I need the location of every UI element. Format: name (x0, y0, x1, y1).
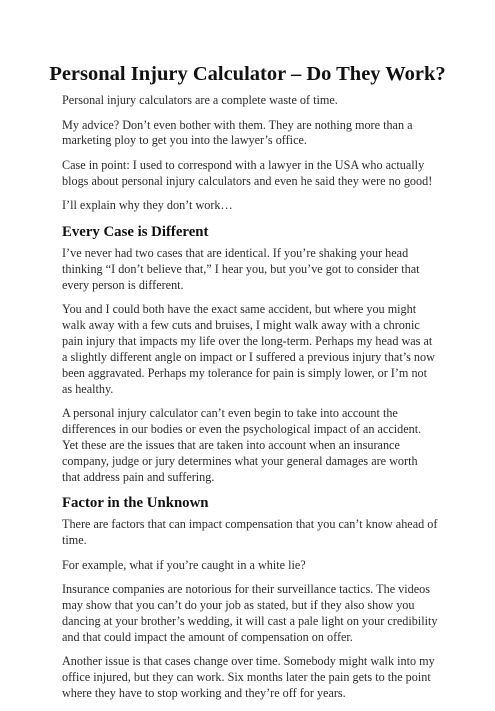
section-heading-factor-unknown: Factor in the Unknown (62, 495, 209, 512)
article-body (62, 93, 438, 711)
section-2-paragraph-4: Another issue is that cases change over time. Somebody might walk into my office injured, but they can work. Six months later the pain gets to the point where they have to stop working and they’re off for years. (62, 654, 435, 701)
intro-paragraph-2: My advice? Don’t even bother with them. They are nothing more than a marketing ploy to get you into the lawyer’s office. (62, 117, 413, 148)
section-2-paragraph-1: There are factors that can impact compensation that you can’t know ahead of time. (62, 517, 438, 548)
section-2-paragraph-2: For example, what if you’re caught in a white lie? (62, 557, 306, 572)
section-1-paragraph-1: I’ve never had two cases that are identical. If you’re shaking your head thinking “I don’t believe that,” I hear you, but you’ve got to consider that every person is different. (62, 245, 420, 292)
section-1-paragraph-2: You and I could both have the exact same accident, but where you might walk away with a few cuts and bruises, I might walk away with a chronic pain injury that impacts my life over the long-term. Perhaps my head was at a slightly different angle on impact or I suffered a previous injury that’s now been aggravated. Perhaps my tolerance for pain is simply lower, or I’m not as healthy. (62, 302, 435, 396)
page-title: Personal Injury Calculator – Do They Work? (49, 63, 446, 85)
intro-paragraph-3: Case in point: I used to correspond with a lawyer in the USA who actually blogs about personal injury calculators and even he said they were no good! (62, 157, 433, 188)
section-2-paragraph-3: Insurance companies are notorious for their surveillance tactics. The videos may show that you can’t do your job as stated, but if they also show you dancing at your brother’s wedding, it will cast a pale light on your credibility and that could impact the amount of compensation on offer. (62, 582, 438, 644)
section-1-paragraph-3: A personal injury calculator can’t even begin to take into account the differences in our bodies or even the psychological impact of an accident. Yet these are the issues that are taken into account when an insurance company, judge or jury determines what your general damages are worth that address pain and suffering. (62, 406, 422, 484)
intro-paragraph-1: Personal injury calculators are a complete waste of time. (62, 93, 338, 107)
intro-paragraph-4: I’ll explain why they don’t work… (62, 198, 233, 213)
section-heading-every-case: Every Case is Different (62, 223, 209, 240)
